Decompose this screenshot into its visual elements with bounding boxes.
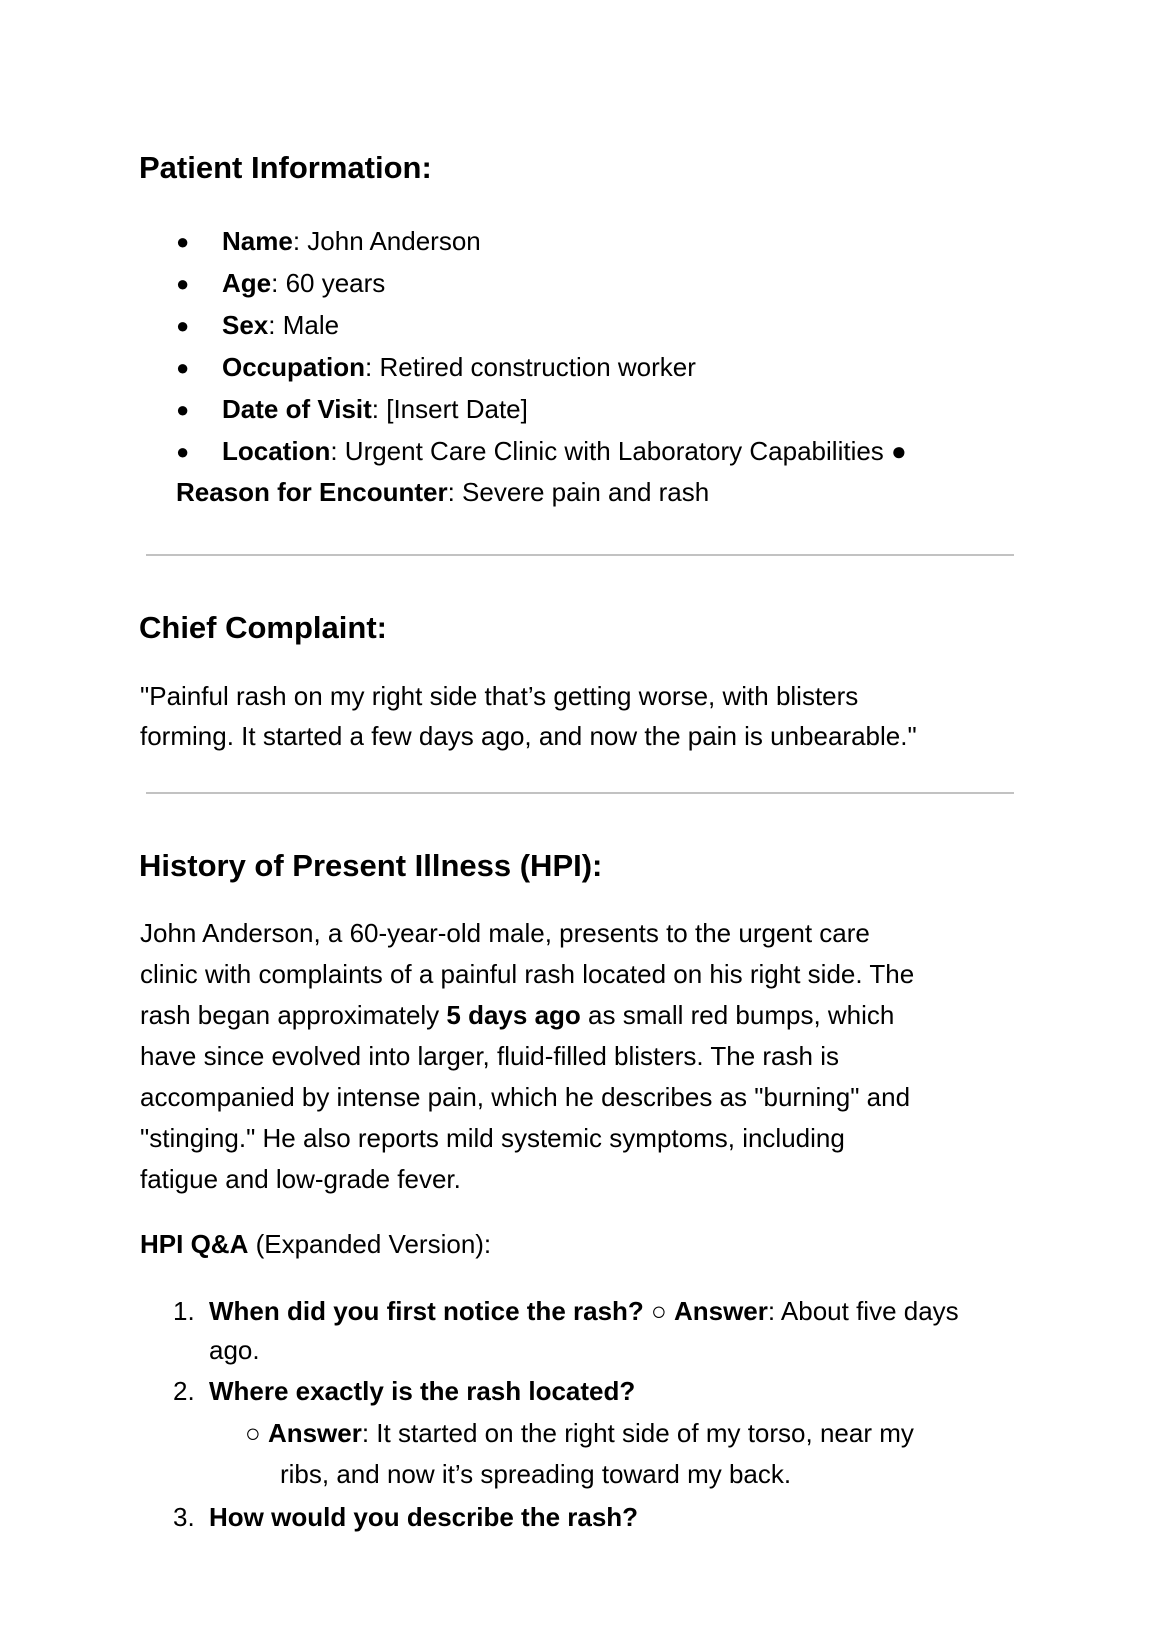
- qa-item-number: 2.: [173, 1376, 195, 1406]
- qa-circle: ○: [643, 1296, 674, 1326]
- bullet: ●: [176, 313, 190, 338]
- bullet: ●: [176, 439, 190, 464]
- hpi-line: fatigue and low-grade fever.: [140, 1164, 461, 1194]
- field-date-of-visit: [222, 389, 528, 429]
- field-value: : Male: [268, 310, 340, 340]
- chief-complaint-heading: Chief Complaint:: [139, 610, 387, 645]
- hpi-line: "stinging." He also reports mild systemic symptoms, including: [140, 1123, 845, 1153]
- qa-title-rest: (Expanded Version):: [248, 1229, 492, 1259]
- field-value: : Severe pain and rash: [447, 477, 710, 507]
- field-name: [222, 221, 481, 261]
- field-value: : Urgent Care Clinic with Laboratory Capabilities ●: [330, 436, 907, 466]
- field-label: Location: [222, 436, 331, 466]
- bullet: ●: [176, 229, 190, 254]
- qa-answer-text: : It started on the right side of my torso, near my: [361, 1418, 914, 1448]
- hpi-line: [140, 995, 894, 1035]
- hpi-line: have since evolved into larger, fluid-filled blisters. The rash is: [140, 1041, 839, 1071]
- field-label: Reason for Encounter: [176, 477, 448, 507]
- qa-item-3: [209, 1497, 638, 1537]
- qa-item-number: 3.: [173, 1502, 195, 1532]
- patient-info-heading: Patient Information:: [139, 150, 432, 185]
- hpi-line: accompanied by intense pain, which he describes as "burning" and: [140, 1082, 911, 1112]
- bullet: ●: [176, 355, 190, 380]
- chief-complaint-line: "Painful rash on my right side that’s getting worse, with blisters: [140, 681, 859, 711]
- qa-answer-continued: ribs, and now it’s spreading toward my back.: [280, 1459, 792, 1489]
- field-value: : 60 years: [271, 268, 386, 298]
- qa-circle: ○: [245, 1418, 268, 1448]
- hpi-heading: History of Present Illness (HPI):: [139, 848, 603, 883]
- section-divider: [146, 554, 1014, 556]
- qa-item-number: 1.: [173, 1296, 195, 1326]
- qa-answer-text: : About five days: [767, 1296, 959, 1326]
- field-value: : [Insert Date]: [371, 394, 528, 424]
- qa-question: Where exactly is the rash located?: [209, 1376, 636, 1406]
- bullet: ●: [176, 271, 190, 296]
- field-label: Name: [222, 226, 293, 256]
- hpi-line: clinic with complaints of a painful rash located on his right side. The: [140, 959, 915, 989]
- field-age: [222, 263, 385, 303]
- qa-answer: [245, 1413, 914, 1453]
- field-label: Sex: [222, 310, 269, 340]
- bullet: ●: [176, 397, 190, 422]
- hpi-bold-text: 5 days ago: [446, 1000, 581, 1030]
- qa-answer-continued: ago.: [209, 1335, 260, 1365]
- qa-title-bold: HPI Q&A: [140, 1229, 249, 1259]
- field-label: Age: [222, 268, 272, 298]
- qa-item-1: [209, 1291, 959, 1331]
- qa-answer-label: Answer: [673, 1296, 768, 1326]
- qa-title: [140, 1224, 491, 1264]
- chief-complaint-line: forming. It started a few days ago, and now the pain is unbearable.": [140, 721, 917, 751]
- hpi-text: rash began approximately: [140, 1000, 447, 1030]
- section-divider: [146, 792, 1014, 794]
- qa-question: When did you first notice the rash?: [209, 1296, 644, 1326]
- qa-item-2: [209, 1371, 635, 1411]
- field-label: Date of Visit: [222, 394, 372, 424]
- hpi-line: John Anderson, a 60-year-old male, presents to the urgent care: [140, 918, 870, 948]
- field-value: : John Anderson: [292, 226, 481, 256]
- field-reason-for-encounter: [176, 472, 709, 512]
- hpi-text: as small red bumps, which: [580, 1000, 895, 1030]
- field-value: : Retired construction worker: [365, 352, 696, 382]
- field-location: [222, 431, 907, 471]
- field-occupation: [222, 347, 696, 387]
- qa-question: How would you describe the rash?: [209, 1502, 639, 1532]
- field-label: Occupation: [222, 352, 366, 382]
- qa-answer-label: Answer: [267, 1418, 362, 1448]
- field-sex: [222, 305, 339, 345]
